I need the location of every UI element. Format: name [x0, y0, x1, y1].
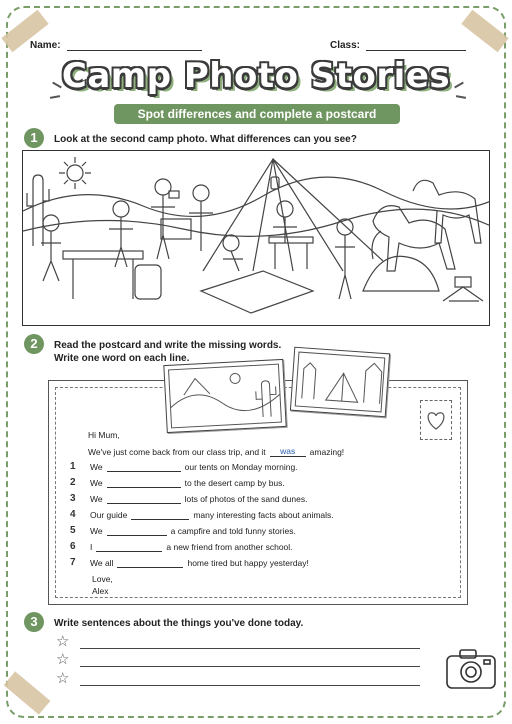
postcard-line-4 [90, 510, 334, 520]
tent-photo-drawing [291, 348, 389, 416]
line-number-2: 2 [70, 477, 76, 488]
line-text-before: We [90, 526, 103, 536]
postcard-signature: Alex [92, 586, 109, 596]
postcard-greeting: Hi Mum, [88, 430, 120, 440]
postcard-line-6 [90, 542, 293, 552]
postcard-line-7 [90, 558, 309, 568]
writing-line-3[interactable] [80, 685, 420, 686]
heart-stamp-icon [421, 401, 451, 439]
postcard-line-1 [90, 462, 298, 472]
line-text-after: a campfire and told funny stories. [170, 526, 296, 536]
answer-blank-3[interactable] [107, 503, 181, 504]
postcard-line-3 [90, 494, 307, 504]
postcard-line-2 [90, 478, 285, 488]
line-text-before: We [90, 462, 103, 472]
line-text-before: We all [90, 558, 114, 568]
tent-icon [203, 159, 343, 271]
class-line[interactable] [366, 50, 466, 51]
line-text-after: home tired but happy yesterday! [187, 558, 309, 568]
class-field[interactable] [330, 40, 466, 51]
section-3-instruction: Write sentences about the things you've done today. [54, 618, 304, 629]
section-1-instruction: Look at the second camp photo. What differences can you see? [54, 134, 357, 145]
section-number-2: 2 [24, 334, 44, 354]
name-field[interactable] [30, 40, 202, 51]
line-number-5: 5 [70, 525, 76, 536]
star-icon: ☆ [56, 651, 70, 668]
sun-icon [67, 165, 83, 181]
line-text-before: We [90, 478, 103, 488]
section-number-3: 3 [24, 612, 44, 632]
camp-photo-illustration [22, 150, 490, 326]
postcard-closing: Love, [92, 574, 113, 584]
postcard-stamp [420, 400, 452, 440]
answer-blank-7[interactable] [117, 567, 183, 568]
writing-line-1[interactable] [80, 648, 420, 649]
cactus-icon [27, 175, 49, 246]
postcard-line-5 [90, 526, 296, 536]
line-text-before: We [90, 494, 103, 504]
star-icon: ☆ [56, 670, 70, 687]
postcard-intro [88, 446, 344, 457]
section-2-instruction-line2: Write one word on each line. [54, 353, 190, 364]
line-number-1: 1 [70, 461, 76, 472]
line-text-before: I [90, 542, 93, 552]
section-number-1: 1 [24, 128, 44, 148]
answer-blank-5[interactable] [107, 535, 167, 536]
name-line[interactable] [67, 50, 202, 51]
line-text-after: a new friend from another school. [166, 542, 293, 552]
tape-corner [461, 10, 508, 53]
answer-blank-6[interactable] [96, 551, 162, 552]
line-text-after: many interesting facts about animals. [193, 510, 334, 520]
name-label: Name: [30, 40, 61, 51]
subtitle-banner: Spot differences and complete a postcard [114, 104, 400, 124]
tape-corner [4, 671, 51, 714]
section-2-instruction-line1: Read the postcard and write the missing words. [54, 340, 282, 351]
intro-answer[interactable]: was [270, 446, 306, 457]
line-text-before: Our guide [90, 510, 128, 520]
intro-text-before: We've just come back from our class trip, and it [88, 447, 266, 457]
camera-icon [444, 644, 498, 692]
line-text-after: lots of photos of the sand dunes. [184, 494, 308, 504]
desert-photo-drawing [164, 360, 285, 432]
line-number-7: 7 [70, 557, 76, 568]
line-number-4: 4 [70, 509, 76, 520]
line-text-after: to the desert camp by bus. [184, 478, 285, 488]
camp-scene-drawing [23, 151, 490, 326]
star-icon: ☆ [56, 633, 70, 650]
answer-blank-4[interactable] [131, 519, 189, 520]
answer-blank-2[interactable] [107, 487, 181, 488]
postcard-photo-desert [163, 359, 286, 433]
line-number-6: 6 [70, 541, 76, 552]
line-text-after: our tents on Monday morning. [184, 462, 298, 472]
writing-line-2[interactable] [80, 666, 420, 667]
page-title: Camp Photo Stories [61, 56, 451, 96]
answer-blank-1[interactable] [107, 471, 181, 472]
intro-text-after: amazing! [309, 447, 345, 457]
line-number-3: 3 [70, 493, 76, 504]
class-label: Class: [330, 40, 361, 51]
postcard-photo-tent [290, 347, 390, 418]
